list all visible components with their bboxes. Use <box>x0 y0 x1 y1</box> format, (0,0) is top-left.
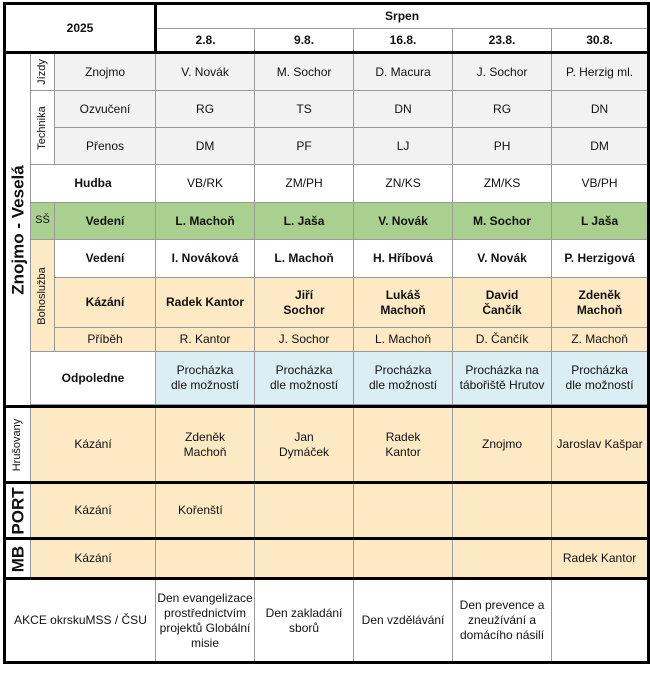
cell: DN <box>354 91 453 128</box>
cell: V. Novák <box>453 240 552 278</box>
row-label: Kázání <box>31 483 156 539</box>
cell: L. Machoň <box>354 328 453 352</box>
cell: Procházka dle možností <box>156 352 255 405</box>
cell: Radek Kantor <box>552 539 649 579</box>
cell: Znojmo <box>453 407 552 483</box>
cell: Z. Machoň <box>552 328 649 352</box>
row-label: Kázání <box>31 407 156 483</box>
group-technika: Technika <box>31 91 55 165</box>
cell: Zdeněk Machoň <box>156 407 255 483</box>
cell: LJ <box>354 128 453 165</box>
row-label: Vedení <box>55 203 156 240</box>
cell: Den prevence a zneužívání a domácího násilí <box>453 579 552 663</box>
date-5: 30.8. <box>552 29 649 53</box>
cell: V. Novák <box>156 53 255 91</box>
cell: P. Herzig ml. <box>552 53 649 91</box>
row-boh-vedeni <box>5 240 649 278</box>
cell: M. Sochor <box>255 53 354 91</box>
row-prenos <box>5 128 649 165</box>
cell: Radek Kantor <box>156 278 255 328</box>
cell: Den evangelizace prostřednictvím projektů Globální misie <box>156 579 255 663</box>
row-label: Příběh <box>55 328 156 352</box>
cell: TS <box>255 91 354 128</box>
cell: ZM/PH <box>255 165 354 203</box>
cell <box>354 539 453 579</box>
cell: PF <box>255 128 354 165</box>
cell: Jaroslav Kašpar <box>552 407 649 483</box>
group-jizdy: Jízdy <box>31 53 55 91</box>
cell: David Čančík <box>453 278 552 328</box>
cell <box>453 483 552 539</box>
row-label: Odpoledne <box>31 352 156 405</box>
cell: P. Herzigová <box>552 240 649 278</box>
month-header: Srpen <box>156 4 649 29</box>
cell: L. Jaša <box>255 203 354 240</box>
cell: V. Novák <box>354 203 453 240</box>
row-label: Znojmo <box>55 53 156 91</box>
cell: PH <box>453 128 552 165</box>
cell: M. Sochor <box>453 203 552 240</box>
cell: R. Kantor <box>156 328 255 352</box>
group-znojmo-vesela: Znojmo - Veselá <box>5 53 31 407</box>
cell <box>255 483 354 539</box>
row-port <box>5 483 649 539</box>
cell: DM <box>552 128 649 165</box>
cell: Zdeněk Machoň <box>552 278 649 328</box>
row-znojmo <box>5 53 649 91</box>
group-bohosluzba: Bohoslužba <box>31 240 55 352</box>
cell: Jiří Sochor <box>255 278 354 328</box>
cell: RG <box>453 91 552 128</box>
group-ss: SŠ <box>31 203 55 240</box>
cell: H. Hříbová <box>354 240 453 278</box>
date-1: 2.8. <box>156 29 255 53</box>
row-mb <box>5 539 649 579</box>
cell: Procházka na tábořiště Hrutov <box>453 352 552 405</box>
cell: L. Machoň <box>255 240 354 278</box>
row-akce <box>5 579 649 663</box>
cell: L Jaša <box>552 203 649 240</box>
cell <box>453 539 552 579</box>
group-hrusovany: Hrušovany <box>5 407 31 483</box>
row-label: Ozvučení <box>55 91 156 128</box>
cell: Kořenští <box>156 483 255 539</box>
cell: Procházka dle možností <box>552 352 649 405</box>
row-pribeh <box>5 328 649 352</box>
row-label: Hudba <box>31 165 156 203</box>
cell: DM <box>156 128 255 165</box>
row-odpoledne <box>5 352 649 405</box>
cell: ZM/KS <box>453 165 552 203</box>
cell: Radek Kantor <box>354 407 453 483</box>
cell: ZN/KS <box>354 165 453 203</box>
cell: RG <box>156 91 255 128</box>
cell <box>255 539 354 579</box>
cell: Procházka dle možností <box>354 352 453 405</box>
row-label: Přenos <box>55 128 156 165</box>
cell: J. Sochor <box>453 53 552 91</box>
row-label: Vedení <box>55 240 156 278</box>
cell: Den zakladání sborů <box>255 579 354 663</box>
group-mb: MB <box>5 539 31 579</box>
cell: VB/RK <box>156 165 255 203</box>
cell: J. Sochor <box>255 328 354 352</box>
year-header: 2025 <box>5 4 156 53</box>
row-kazani <box>5 278 649 328</box>
cell <box>552 579 649 663</box>
row-ozvuceni <box>5 91 649 128</box>
cell <box>552 483 649 539</box>
cell <box>354 483 453 539</box>
cell <box>156 539 255 579</box>
date-2: 9.8. <box>255 29 354 53</box>
schedule-table <box>3 2 650 664</box>
cell: Lukáš Machoň <box>354 278 453 328</box>
cell: DN <box>552 91 649 128</box>
cell: L. Machoň <box>156 203 255 240</box>
row-hrusovany <box>5 407 649 483</box>
cell: Jan Dymáček <box>255 407 354 483</box>
row-ss-vedeni <box>5 203 649 240</box>
date-3: 16.8. <box>354 29 453 53</box>
row-hudba <box>5 165 649 203</box>
cell: D. Čančík <box>453 328 552 352</box>
group-port: PORT <box>5 483 31 539</box>
row-label: Kázání <box>55 278 156 328</box>
cell: VB/PH <box>552 165 649 203</box>
cell: Procházka dle možností <box>255 352 354 405</box>
row-label: Kázání <box>31 539 156 579</box>
cell: I. Nováková <box>156 240 255 278</box>
row-label: AKCE okrskuMSS / ČSU <box>5 579 156 663</box>
date-4: 23.8. <box>453 29 552 53</box>
cell: D. Macura <box>354 53 453 91</box>
cell: Den vzdělávání <box>354 579 453 663</box>
